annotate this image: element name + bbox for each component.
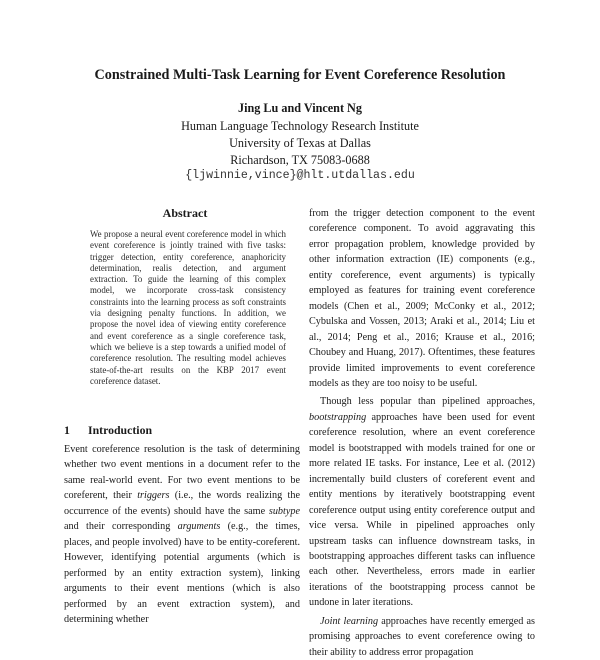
author-email: {ljwinnie,vince}@hlt.utdallas.edu (185, 169, 415, 182)
affiliation-line: University of Texas at Dallas (229, 136, 371, 150)
affiliation-line: Human Language Technology Research Institute (181, 119, 419, 133)
intro-paragraph: Event coreference resolution is the task of determining whether two event mentions in a document refer to the same real-world event. For two event mentions to be coreferent, their triggers (i.e., the words realizing the occurrence of the events) should have the same subtype and their corresponding arguments (e.g., the times, places, and people involved) have to be entity-coreferent. However, identifying potential arguments (which is performed by an entity extraction system), linking arguments to their event mentions (which is also performed by an event extraction system), and determining whether (64, 444, 300, 625)
affiliation-line: Richardson, TX 75083-0688 (230, 153, 370, 167)
abstract-text: We propose a neural event coreference model in which event coreference is jointly trained with five tasks: trigger detection, entity coreference, anaphoricity determination, realis detection, and argument extraction. To guide the learning of this complex model, we incorporate cross-task consistency constraints into the learning process as soft constraints via designing penalty functions. In addition, we propose the novel idea of viewing entity coreference and event coreference as a single coreference task, which we believe is a step towards a unified model of coreference resolution. The resulting model achieves state-of-the-art results on the KBP 2017 event coreference dataset. (90, 229, 286, 386)
abstract-heading: Abstract (162, 206, 208, 220)
body-paragraph: Though less popular than pipelined approaches, bootstrapping approaches have been used for event coreference resolution, where an event coreference model is bootstrapped with models trained for one or more related IE tasks. For instance, Lee et al. (2012) incrementally build clusters of coreferent event and entity mentions by iteratively bootstrapping event coreference output using entity coreference output and vice versa. While in pipelined approaches only upstream tasks can influence downstream tasks, in bootstrapping approaches different tasks can influence each other. Nevertheless, errors made in earlier iterations of the bootstrapping process cannot be undone in later iterations. (309, 396, 535, 609)
right-column-body (309, 206, 535, 660)
paper-authors: Jing Lu and Vincent Ng (238, 101, 362, 115)
section-heading (64, 423, 152, 437)
paper-title: Constrained Multi-Task Learning for Event Coreference Resolution (94, 67, 506, 83)
left-column-body (64, 442, 300, 627)
body-paragraph: from the trigger detection component to the event coreference component. To avoid aggravating this error propagation problem, knowledge provided by other information extraction (IE) components (e.g., entity coreference, event arguments) is typically employed as features for training event coreference models (Chen et al., 2009; McConky et al., 2012; Cybulska and Vossen, 2013; Araki et al., 2014; Liu et al., 2014; Peng et al., 2016; Krause et al., 2016; Choubey and Huang, 2017). Oftentimes, these features provide limited improvements to event coreference models as they are too noisy to be useful. (309, 208, 535, 389)
body-paragraph: Joint learning approaches have recently emerged as promising approaches to event coreference owing to their ability to address error propagation (309, 615, 535, 658)
section-title: Introduction (88, 423, 153, 437)
section-number: 1 (64, 423, 70, 437)
